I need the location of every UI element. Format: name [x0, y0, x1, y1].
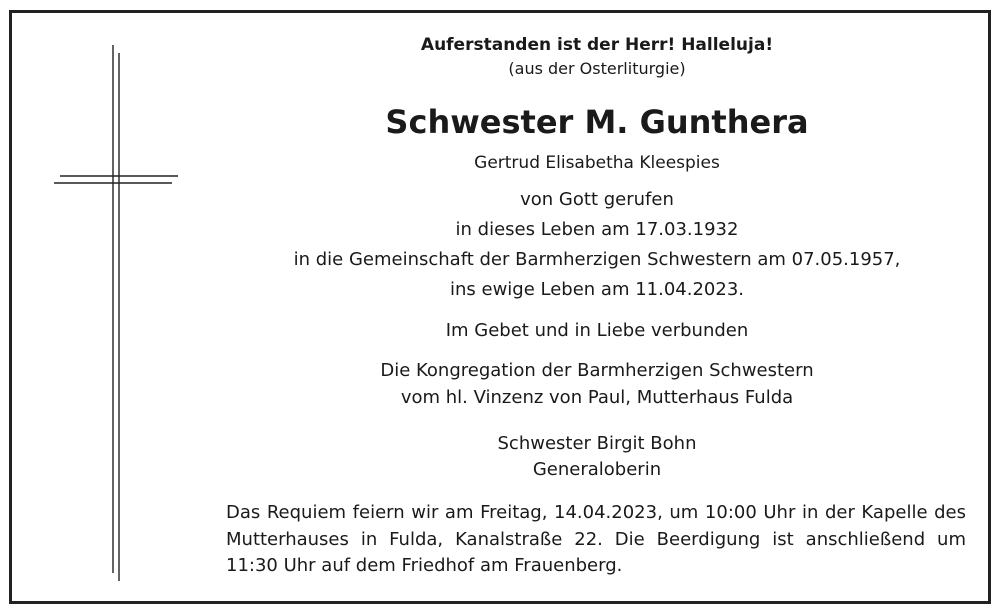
birth-date: in dieses Leben am 17.03.1932	[455, 219, 739, 240]
dates-intro: von Gott gerufen	[520, 189, 674, 210]
obituary-frame	[9, 10, 991, 604]
signatory-title: Generaloberin	[532, 459, 662, 480]
death-date: ins ewige Leben am 11.04.2023.	[449, 279, 744, 300]
motto: Auferstanden ist der Herr! Halleluja!	[420, 35, 774, 55]
congregation-line-1: Die Kongregation der Barmherzigen Schwestern	[380, 360, 814, 381]
motto-source: (aus der Osterliturgie)	[508, 59, 686, 78]
cross-icon	[12, 13, 212, 601]
congregation-line-2: vom hl. Vinzenz von Paul, Mutterhaus Fulda	[400, 387, 794, 408]
deceased-name: Schwester M. Gunthera	[385, 103, 809, 141]
farewell-line: Im Gebet und in Liebe verbunden	[445, 320, 749, 341]
birth-name: Gertrud Elisabetha Kleespies	[474, 153, 720, 173]
profession-date: in die Gemeinschaft der Barmherzigen Schwestern am 07.05.1957,	[293, 249, 901, 270]
signatory-name: Schwester Birgit Bohn	[497, 433, 697, 454]
funeral-notice: Das Requiem feiern wir am Freitag, 14.04.2023, um 10:00 Uhr in der Kapelle des Mutterhauses in Fulda, Kanalstraße 22. Die Beerdigung ist anschließend um 11:30 Uhr auf dem Friedhof am Frauenberg.	[226, 502, 966, 576]
